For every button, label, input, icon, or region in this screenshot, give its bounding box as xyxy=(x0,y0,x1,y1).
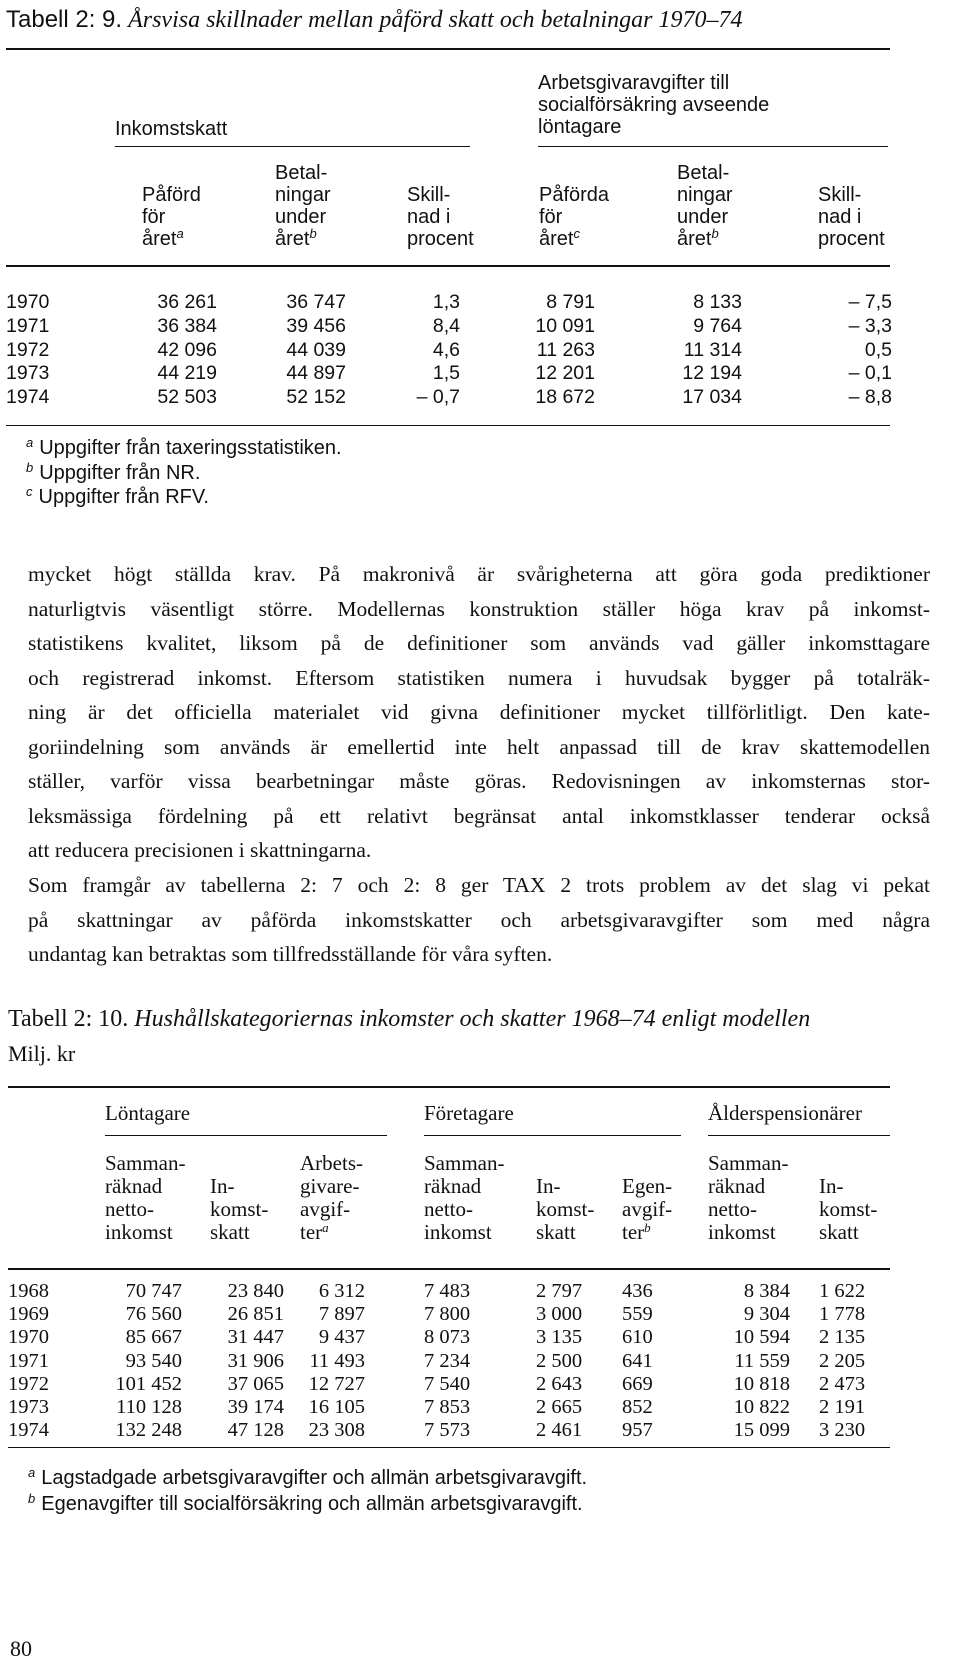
table10-col-header-text: Egen- avgif- ter xyxy=(622,1174,673,1244)
table9-col-skillnad-2: Skill- nad i procent xyxy=(818,184,885,250)
body-text-line: mycket högt ställda krav. På makronivå är svårigheterna att göra goda prediktioner xyxy=(28,562,930,586)
table10-col-header xyxy=(105,1152,185,1244)
footnote-mark: a xyxy=(28,1465,36,1480)
table10-header-rule xyxy=(8,1268,890,1270)
body-text-line: leksmässiga fördelning på ett relativt begränsat antal inkomstklasser tenderar också xyxy=(28,803,930,828)
table10-value-cell: 93 540 xyxy=(125,1349,182,1372)
table10-footnote xyxy=(28,1466,587,1490)
table9-year-cell: 1972 xyxy=(6,338,50,361)
table9-value-cell: 44 219 xyxy=(157,362,217,385)
table9-col-betalningar-sup: b xyxy=(309,226,317,241)
table9-value-cell: 11 314 xyxy=(683,338,742,361)
table10-value-cell: 3 230 xyxy=(819,1419,866,1442)
table9-col-betalningar-2 xyxy=(677,162,733,250)
table10-value-cell: 7 573 xyxy=(424,1419,471,1442)
table10-value-cell: 2 643 xyxy=(536,1372,583,1395)
table10-col-header-text: Samman- räknad netto- inkomst xyxy=(708,1151,789,1244)
table9-group-income-tax: Inkomstskatt xyxy=(115,118,228,140)
table9-col-betalningar-text: Betal- ningar under året xyxy=(275,162,331,250)
footnote-mark: c xyxy=(26,484,33,499)
table10-value-cell: 7 234 xyxy=(424,1349,471,1372)
table10-value-cell: 110 128 xyxy=(116,1396,182,1418)
table10-value-cell: 7 853 xyxy=(424,1396,471,1418)
body-text-line: statistikens kvalitet, liksom på de definitioner som används vad gäller inkomsttagare xyxy=(28,631,930,655)
table9-caption xyxy=(6,6,742,34)
table10-col-header xyxy=(210,1175,268,1244)
table9-value-cell: 8 133 xyxy=(693,291,742,313)
table10-value-cell: 23 308 xyxy=(308,1419,365,1442)
table10-unit: Milj. kr xyxy=(8,1041,76,1066)
table9-bottom-rule xyxy=(6,425,890,426)
table10-col-header-sup: a xyxy=(322,1220,329,1235)
table9-value-cell: 1,5 xyxy=(432,362,460,385)
table10-group3-rule xyxy=(708,1135,890,1136)
body-text-line: ning är det officiella materialet vid givna definitioner mycket tillförlitligt. Den kate- xyxy=(28,700,930,724)
table9-value-cell: 0,5 xyxy=(864,338,892,361)
table10-value-cell: 132 248 xyxy=(115,1419,182,1442)
table10-year-cell: 1968 xyxy=(8,1280,49,1302)
body-text-line: goriindelning som används är emellertid inte helt anpassad till de krav skattemodellen xyxy=(28,734,930,759)
table9-value-cell: 8 791 xyxy=(546,291,595,313)
footnote-text: Uppgifter från taxeringsstatistiken. xyxy=(39,437,342,459)
body-text-line: och registrerad inkomst. Eftersom statistiken numera i huvudsak bygger på totalräk- xyxy=(28,665,930,690)
body-paragraph-1 xyxy=(28,557,930,868)
table10-value-cell: 31 447 xyxy=(227,1326,284,1349)
table10-value-cell: 9 437 xyxy=(318,1326,365,1349)
table9-value-cell: 12 194 xyxy=(682,362,742,385)
table10-title: Hushållskategoriernas inkomster och skatter 1968–74 enligt modellen xyxy=(134,1006,811,1032)
table10-top-rule xyxy=(8,1086,890,1088)
table9-col-paford xyxy=(142,184,201,250)
table9-group-left-rule xyxy=(115,146,470,147)
table9-value-cell: 11 263 xyxy=(536,338,595,361)
table10-value-cell: 8 384 xyxy=(743,1280,790,1302)
table10-value-cell: 9 304 xyxy=(743,1303,790,1326)
table10-col-header-text: Samman- räknad netto- inkomst xyxy=(105,1151,186,1244)
table10-group2-rule xyxy=(424,1135,681,1136)
table10-value-cell: 15 099 xyxy=(733,1419,790,1442)
table10-col-header xyxy=(819,1175,877,1244)
table9-value-cell: 1,3 xyxy=(432,291,460,313)
footnote-text: Uppgifter från NR. xyxy=(39,461,201,484)
table10-value-cell: 436 xyxy=(622,1280,653,1302)
table10-col-header-text: In- komst- skatt xyxy=(536,1174,595,1244)
table10-value-cell: 852 xyxy=(622,1396,653,1418)
page-number: 80 xyxy=(10,1636,32,1661)
footnote-mark: a xyxy=(26,435,34,450)
table10-value-cell: 3 135 xyxy=(536,1326,583,1349)
table9-col-paforda-sup: c xyxy=(573,226,580,241)
table10-value-cell: 10 822 xyxy=(733,1396,790,1418)
table10-value-cell: 11 559 xyxy=(734,1349,790,1372)
table10-col-header xyxy=(622,1175,672,1244)
table10-group1-rule xyxy=(105,1135,387,1136)
table10-value-cell: 2 797 xyxy=(536,1280,583,1302)
table9-value-cell: 18 672 xyxy=(535,386,595,409)
table9-col-paford-text: Påförd för året xyxy=(142,184,201,250)
table10-value-cell: 7 800 xyxy=(424,1303,471,1326)
table10-group-foretagare: Företagare xyxy=(424,1101,514,1125)
table9-col-paforda xyxy=(539,184,609,250)
table9-value-cell: 44 039 xyxy=(286,338,346,361)
table10-value-cell: 3 000 xyxy=(536,1303,583,1326)
table9-footnote xyxy=(26,436,342,460)
table9-col-skillnad: Skill- nad i procent xyxy=(407,184,474,250)
table10-value-cell: 6 312 xyxy=(318,1280,365,1302)
table9-value-cell: – 3,3 xyxy=(848,314,892,337)
table10-value-cell: 47 128 xyxy=(227,1419,284,1442)
table9-col-paforda-text: Påförda för året xyxy=(539,184,610,250)
body-text-line: på skattningar av påförda inkomstskatter och arbetsgivaravgifter som med några xyxy=(28,907,930,932)
footnote-text: Lagstadgade arbetsgivaravgifter och allmän arbetsgivaravgift. xyxy=(41,1467,588,1489)
table9-value-cell: 10 091 xyxy=(535,314,595,337)
table10-value-cell: 2 191 xyxy=(819,1396,866,1418)
table10-col-header xyxy=(424,1152,504,1244)
table10-value-cell: 26 851 xyxy=(227,1303,284,1326)
table10-col-header-text: Arbets- givare- avgif- ter xyxy=(300,1151,363,1244)
table10-year-cell: 1974 xyxy=(8,1419,49,1442)
footnote-text: Uppgifter från RFV. xyxy=(38,486,209,508)
table10-year-cell: 1970 xyxy=(8,1326,49,1349)
table10-value-cell: 957 xyxy=(622,1419,653,1442)
table10-value-cell: 2 500 xyxy=(536,1349,583,1372)
table9-value-cell: – 7,5 xyxy=(848,291,892,313)
table10-col-header-text: In- komst- skatt xyxy=(819,1174,878,1244)
table10-value-cell: 31 906 xyxy=(227,1349,284,1372)
table10-value-cell: 669 xyxy=(622,1372,653,1395)
table10-year-cell: 1969 xyxy=(8,1303,49,1326)
table9-header-rule xyxy=(6,265,890,267)
table10-value-cell: 1 622 xyxy=(819,1280,866,1302)
table9-value-cell: 4,6 xyxy=(432,338,460,361)
table10-value-cell: 7 540 xyxy=(424,1372,471,1395)
table10-value-cell: 11 493 xyxy=(309,1349,365,1372)
table9-value-cell: 42 096 xyxy=(157,338,217,361)
table10-value-cell: 10 594 xyxy=(733,1326,790,1349)
table10-value-cell: 101 452 xyxy=(115,1372,182,1395)
table10-value-cell: 2 473 xyxy=(819,1372,866,1395)
table9-footnote xyxy=(26,461,200,485)
table9-value-cell: – 0,7 xyxy=(416,386,460,409)
table9-value-cell: 36 747 xyxy=(286,291,346,313)
body-text-line: Som framgår av tabellerna 2: 7 och 2: 8 ger TAX 2 trots problem av det slag vi pekat xyxy=(28,873,930,897)
table10-value-cell: 2 135 xyxy=(819,1326,866,1349)
footnote-mark: b xyxy=(26,459,34,475)
table10-value-cell: 559 xyxy=(622,1303,653,1326)
table10-value-cell: 76 560 xyxy=(125,1303,182,1326)
footnote-text: Egenavgifter till socialförsäkring och allmän arbetsgivaravgift. xyxy=(41,1493,583,1515)
table10-value-cell: 8 073 xyxy=(424,1326,471,1349)
table10-value-cell: 16 105 xyxy=(308,1396,365,1418)
table9-value-cell: 44 897 xyxy=(286,362,346,385)
table10-year-cell: 1972 xyxy=(8,1372,49,1395)
table9-value-cell: 52 503 xyxy=(157,386,217,409)
body-paragraph-2 xyxy=(28,868,930,972)
table9-group-right-rule xyxy=(538,146,888,147)
table9-value-cell: 12 201 xyxy=(535,362,595,385)
table10-col-header xyxy=(708,1152,788,1244)
table9-year-cell: 1974 xyxy=(6,386,50,409)
table10-col-header xyxy=(536,1175,594,1244)
table10-value-cell: 641 xyxy=(622,1349,653,1372)
table10-col-header-sup: b xyxy=(644,1220,651,1235)
table10-value-cell: 39 174 xyxy=(227,1396,284,1418)
table9-value-cell: 8,4 xyxy=(432,314,460,337)
body-text-line: att reducera precisionen i skattningarna. xyxy=(28,838,372,862)
table9-value-cell: 36 384 xyxy=(157,314,217,337)
table9-value-cell: 52 152 xyxy=(286,386,346,409)
table10-value-cell: 85 667 xyxy=(125,1326,182,1349)
table9-label: Tabell 2: 9. xyxy=(6,6,123,33)
table10-value-cell: 37 065 xyxy=(227,1372,284,1395)
table9-footnote xyxy=(26,485,209,509)
body-text-line: ställer, varför vissa bearbetningar måste göras. Redovisningen av inkomsternas stor- xyxy=(28,769,930,793)
table10-col-header-text: Samman- räknad netto- inkomst xyxy=(424,1151,505,1244)
table10-value-cell: 2 461 xyxy=(536,1419,583,1442)
table10-value-cell: 2 665 xyxy=(536,1396,583,1418)
table9-title: Årsvisa skillnader mellan påförd skatt och betalningar 1970–74 xyxy=(128,7,743,33)
table10-caption xyxy=(8,1006,810,1033)
table10-value-cell: 1 778 xyxy=(819,1303,866,1326)
table10-year-cell: 1971 xyxy=(8,1349,49,1372)
table9-year-cell: 1970 xyxy=(6,291,50,313)
table10-col-header xyxy=(300,1152,363,1244)
table9-col-betalningar xyxy=(275,162,331,250)
table9-value-cell: 9 764 xyxy=(693,314,742,337)
table9-top-rule xyxy=(6,48,890,50)
table10-value-cell: 7 483 xyxy=(424,1280,471,1302)
table10-value-cell: 23 840 xyxy=(227,1280,284,1302)
table9-year-cell: 1973 xyxy=(6,362,50,385)
table9-group-employer-fees: Arbetsgivaravgifter till socialförsäkring avseende löntagare xyxy=(538,72,770,138)
table10-value-cell: 7 897 xyxy=(318,1303,365,1326)
table10-value-cell: 610 xyxy=(622,1326,653,1349)
table10-value-cell: 10 818 xyxy=(733,1372,790,1395)
table9-year-cell: 1971 xyxy=(6,314,50,337)
table10-bottom-rule xyxy=(8,1447,890,1448)
footnote-mark: b xyxy=(28,1491,36,1506)
table10-value-cell: 70 747 xyxy=(125,1280,182,1302)
table9-value-cell: 17 034 xyxy=(682,386,742,409)
table10-group-alderspensionarer: Ålderspensionärer xyxy=(708,1101,862,1125)
table10-value-cell: 2 205 xyxy=(819,1349,866,1372)
body-text-line: undantag kan betraktas som tillfredsställande för våra syften. xyxy=(28,942,553,966)
table9-col-betalningar-2-sup: b xyxy=(711,226,719,241)
table9-col-paford-sup: a xyxy=(176,226,184,241)
table10-group-lontagare: Löntagare xyxy=(105,1101,191,1125)
table10-footnote xyxy=(28,1492,583,1516)
body-text-line: naturligtvis väsentligt större. Modellernas konstruktion ställer höga krav på inkomst- xyxy=(28,596,930,621)
table10-value-cell: 12 727 xyxy=(308,1372,365,1395)
table10-col-header-text: In- komst- skatt xyxy=(210,1174,269,1244)
table9-value-cell: 39 456 xyxy=(286,314,346,337)
table9-value-cell: 36 261 xyxy=(157,291,217,313)
table9-value-cell: – 8,8 xyxy=(848,386,892,409)
table10-year-cell: 1973 xyxy=(8,1396,49,1418)
table9-value-cell: – 0,1 xyxy=(848,362,892,385)
table9-col-betalningar-2-text: Betal- ningar under året xyxy=(677,162,733,250)
table10-label: Tabell 2: 10. xyxy=(8,1006,129,1032)
